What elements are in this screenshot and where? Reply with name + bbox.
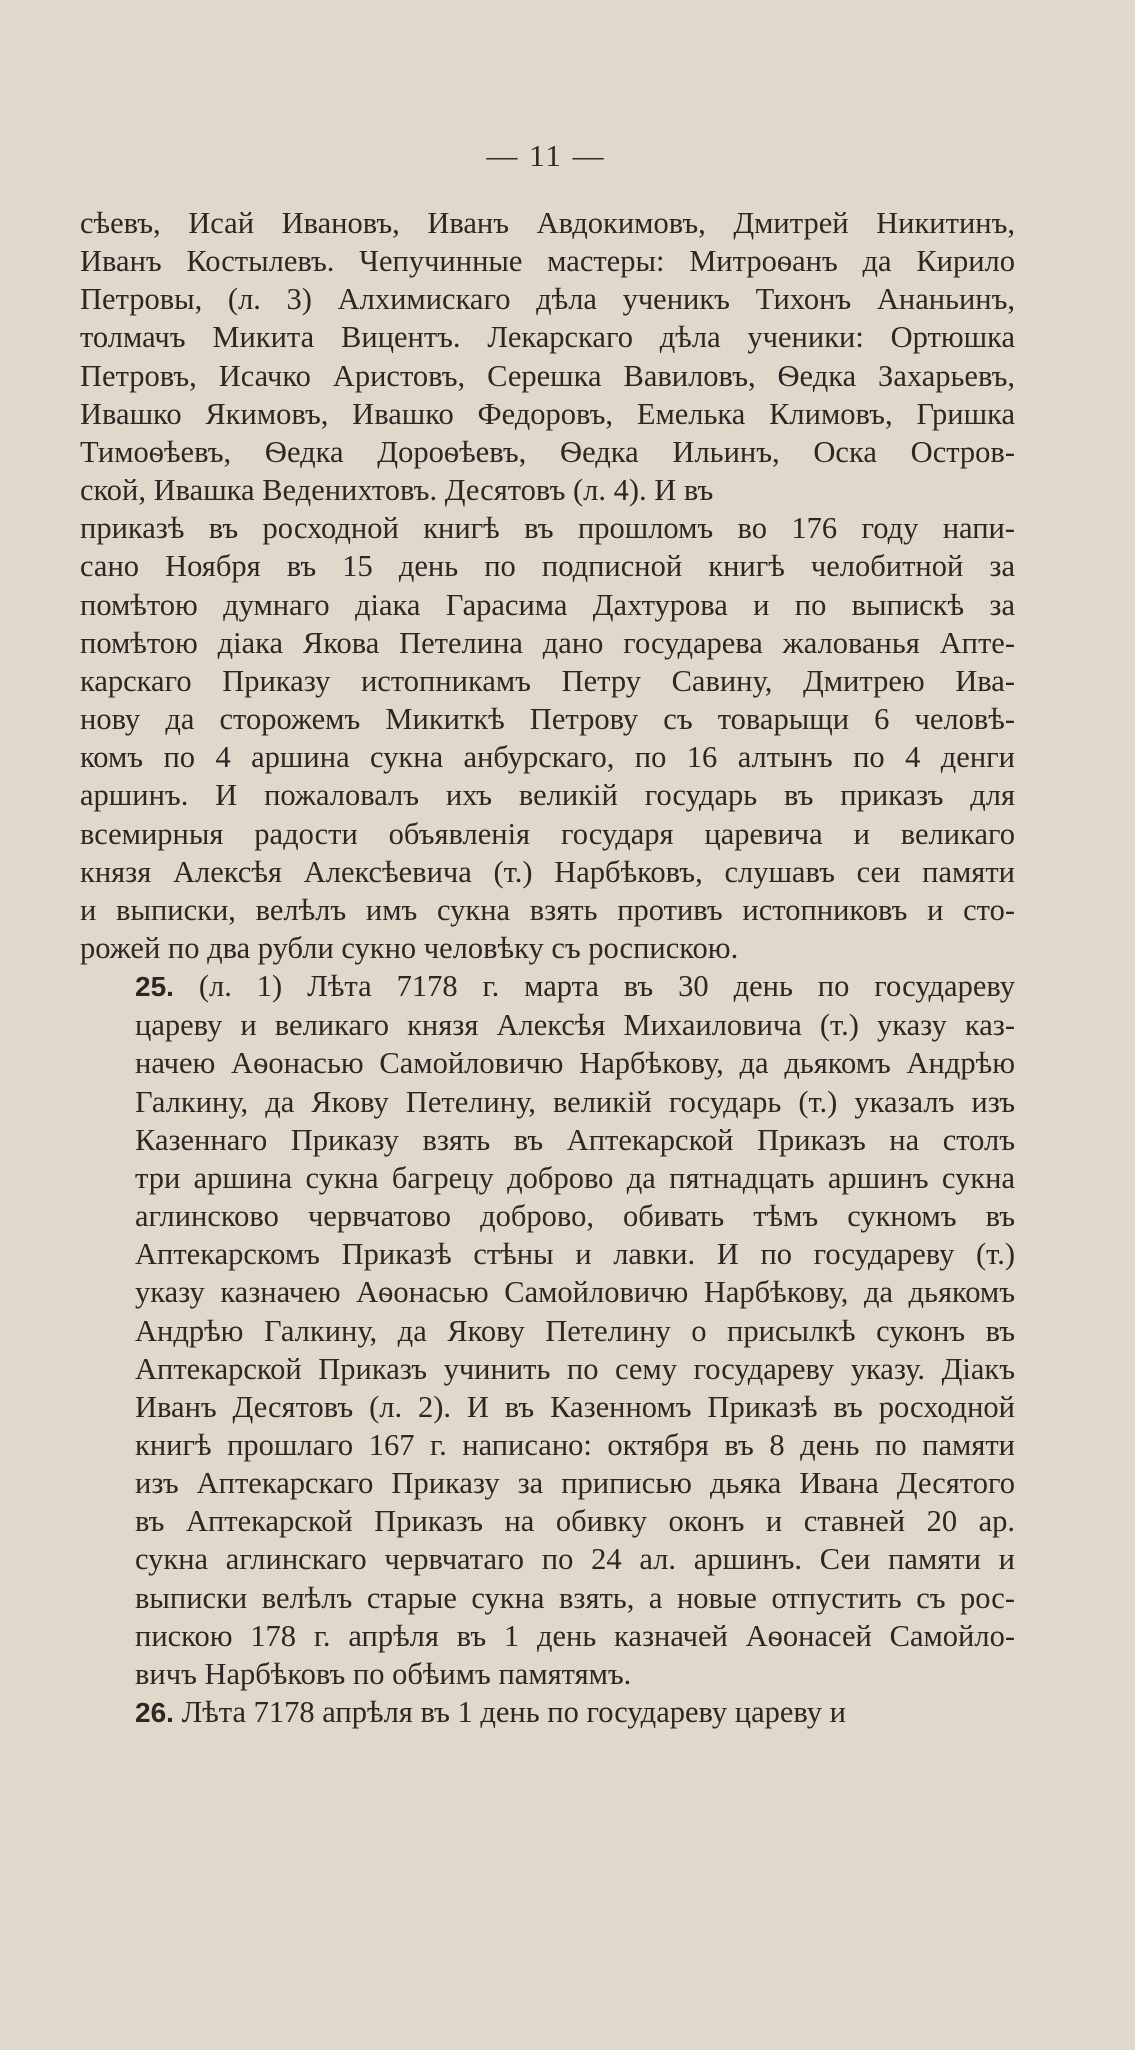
entry-number: 25.: [135, 971, 174, 1003]
text-line: [80, 700, 1015, 738]
text-line: [80, 1006, 1015, 1044]
line-text: всемирныя радости объявленія государя царевича и великаго: [80, 816, 1015, 851]
line-text: сано Ноября въ 15 день по подписной книгѣ челобитной за: [80, 549, 1015, 584]
line-text: Лѣта 7178 апрѣля въ 1 день по государеву цареву и: [173, 1695, 846, 1730]
line-text: сѣевъ, Исай Ивановъ, Иванъ Авдокимовъ, Дмитрей Никитинъ,: [80, 206, 1015, 240]
line-text: (л. 1) Лѣта 7178 г. марта въ 30 день по государеву: [173, 969, 1015, 1004]
line-text: пискою 178 г. апрѣля въ 1 день казначей Аѳонасей Самойло-: [135, 1618, 1015, 1653]
text-line: [80, 395, 1015, 433]
text-line: [80, 433, 1015, 471]
text-line: [80, 1579, 1015, 1617]
text-line: [80, 1197, 1015, 1235]
text-line: [80, 1388, 1015, 1426]
line-text: нову да сторожемъ Микиткѣ Петрову съ товарыщи 6 человѣ-: [80, 702, 1015, 737]
page-body-text: [80, 204, 1015, 1732]
line-text: Петровы, (л. 3) Алхимискаго дѣла ученикъ Тихонъ Ананьинъ,: [80, 282, 1015, 317]
line-text: приказѣ въ росходной книгѣ въ прошломъ во 176 году напи-: [80, 511, 1015, 546]
text-line: [80, 357, 1015, 395]
line-text: Тимоѳѣевъ, Ѳедка Дороѳѣевъ, Ѳедка Ильинъ, Оска Остров-: [80, 434, 1015, 469]
page-number: — 11 —: [486, 138, 606, 173]
text-line: [80, 547, 1015, 585]
paragraph: [80, 967, 1015, 1693]
line-text: толмачъ Микита Вицентъ. Лекарскаго дѣла ученики: Ортюшка: [80, 320, 1015, 355]
text-line: [80, 1312, 1015, 1350]
line-text: книгѣ прошлаго 167 г. написано: октября въ 8 день по памяти: [135, 1428, 1015, 1462]
text-line: [80, 586, 1015, 624]
paragraph: [80, 509, 1015, 967]
text-line: [80, 1350, 1015, 1388]
text-line: [80, 509, 1015, 547]
text-line: [80, 1044, 1015, 1082]
entry-number: 26.: [135, 1697, 174, 1729]
text-line: [80, 891, 1015, 929]
text-line: [80, 1273, 1015, 1311]
line-text: помѣтою думнаго діака Гарасима Дахтурова и по выпискѣ за: [80, 587, 1015, 622]
text-line: [80, 738, 1015, 776]
line-text: Аптекарскомъ Приказѣ стѣны и лавки. И по государеву (т.): [135, 1237, 1015, 1272]
text-line: [80, 1540, 1015, 1578]
text-line: [80, 1693, 1015, 1732]
text-line: [80, 1121, 1015, 1159]
paragraph: [80, 204, 1015, 509]
text-line: [80, 1426, 1015, 1464]
text-line: [80, 318, 1015, 356]
text-line: [80, 1655, 1015, 1693]
line-text: и выписки, велѣлъ имъ сукна взять противъ истопниковъ и сто-: [80, 892, 1015, 927]
line-text: въ Аптекарской Приказъ на обивку оконъ и ставней 20 ар.: [135, 1504, 1015, 1539]
line-text: указу казначею Аѳонасью Самойловичю Нарбѣкову, да дьякомъ: [135, 1275, 1015, 1310]
text-line: [80, 1502, 1015, 1540]
text-line: [80, 815, 1015, 853]
text-line: [80, 929, 1015, 967]
line-text: вичъ Нарбѣковъ по обѣимъ памятямъ.: [135, 1656, 632, 1691]
line-text: карскаго Приказу истопникамъ Петру Савину, Дмитрею Ива-: [80, 663, 1015, 698]
text-line: [80, 1235, 1015, 1273]
line-text: Петровъ, Исачко Аристовъ, Серешка Вавиловъ, Ѳедка Захарьевъ,: [80, 358, 1015, 393]
text-line: [80, 1159, 1015, 1197]
text-line: [80, 624, 1015, 662]
line-text: выписки велѣлъ старые сукна взять, а новые отпустить съ рос-: [135, 1580, 1015, 1615]
line-text: сукна аглинскаго червчатаго по 24 ал. аршинъ. Сеи памяти и: [135, 1542, 1015, 1577]
line-text: Андрѣю Галкину, да Якову Петелину о присылкѣ суконъ въ: [135, 1313, 1015, 1348]
line-text: изъ Аптекарскаго Приказу за приписью дьяка Ивана Десятого: [135, 1466, 1015, 1501]
text-line: [80, 662, 1015, 700]
paragraph: [80, 1693, 1015, 1732]
text-line: [80, 242, 1015, 280]
line-text: комъ по 4 аршина сукна анбурскаго, по 16 алтынъ по 4 денги: [80, 740, 1015, 775]
line-text: ской, Ивашка Веденихтовъ. Десятовъ (л. 4). И въ: [80, 473, 714, 508]
line-text: Ивашко Якимовъ, Ивашко Федоровъ, Емелька Климовъ, Гришка: [80, 396, 1015, 431]
line-text: Иванъ Десятовъ (л. 2). И въ Казенномъ Приказѣ въ росходной: [135, 1389, 1015, 1424]
text-line: [80, 1464, 1015, 1502]
line-text: Аптекарской Приказъ учинить по сему государеву указу. Діакъ: [135, 1351, 1015, 1386]
line-text: рожей по два рубли сукно человѣку съ роспискою.: [80, 930, 739, 965]
line-text: три аршина сукна багрецу доброво да пятнадцать аршинъ сукна: [135, 1160, 1015, 1195]
text-line: [80, 853, 1015, 891]
line-text: аршинъ. И пожаловалъ ихъ великій государь въ приказъ для: [80, 778, 1015, 813]
line-text: Иванъ Костылевъ. Чепучинные мастеры: Митроѳанъ да Кирило: [80, 244, 1015, 279]
text-line: [80, 1617, 1015, 1655]
line-text: начею Аѳонасью Самойловичю Нарбѣкову, да дьякомъ Андрѣю: [135, 1046, 1015, 1081]
line-text: цареву и великаго князя Алексѣя Михаиловича (т.) указу каз-: [135, 1008, 1015, 1043]
line-text: Казеннаго Приказу взять въ Аптекарской Приказъ на столъ: [135, 1122, 1015, 1157]
text-line: [80, 471, 1015, 509]
text-line: [80, 204, 1015, 242]
text-line: [80, 776, 1015, 814]
line-text: аглинсково червчатово доброво, обивать тѣмъ сукномъ въ: [135, 1199, 1015, 1234]
text-line: [80, 1083, 1015, 1121]
line-text: помѣтою діака Якова Петелина дано государева жалованья Апте-: [80, 625, 1015, 660]
text-line: [80, 967, 1015, 1006]
line-text: князя Алексѣя Алексѣевича (т.) Нарбѣковъ, слушавъ сеи памяти: [80, 854, 1015, 889]
text-line: [80, 280, 1015, 318]
line-text: Галкину, да Якову Петелину, великій государь (т.) указалъ изъ: [135, 1084, 1015, 1119]
